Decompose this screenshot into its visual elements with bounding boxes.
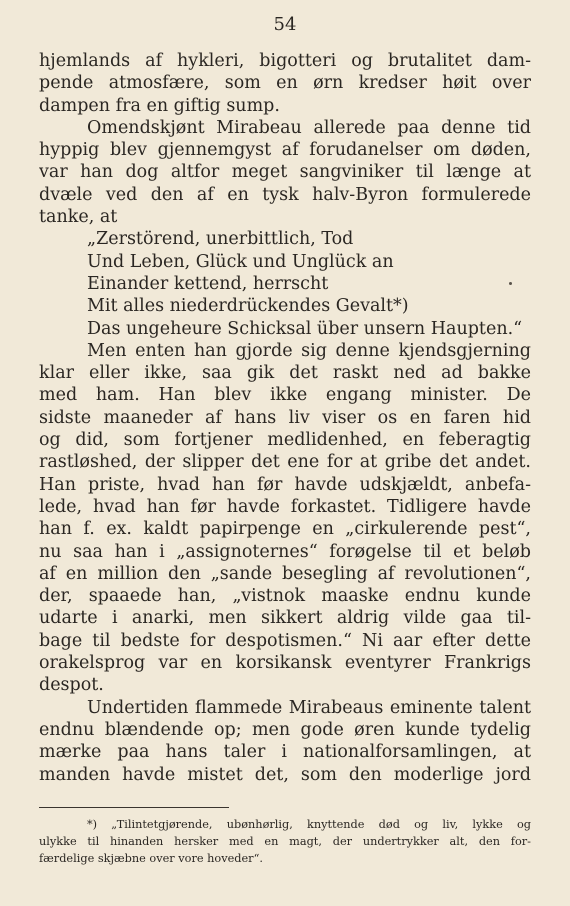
verse-line: Einander kettend, herrscht [87, 273, 329, 294]
footnote-line: *) „Tilintetgjørende, ubønhørlig, knyttende død og liv, lykke og [87, 818, 531, 831]
text-line: og did, som fortjener medlidenhed, en feberagtig [39, 430, 531, 451]
text-line: sidste maaneder af hans liv viser os en faren hid [39, 407, 531, 428]
page-number: 54 [273, 14, 297, 35]
text-line: rastløshed, der slipper det ene for at gribe det andet. [39, 452, 531, 473]
text-line: pende atmosfære, som en ørn kredser høit over [39, 73, 531, 94]
text-line: nu saa han i „assignoternes“ forøgelse til et beløb [39, 541, 531, 562]
body-text [39, 50, 531, 786]
text-line: klar eller ikke, saa gik det raskt ned ad bakke [39, 363, 531, 384]
text-line: dampen fra en giftig sump. [39, 95, 280, 116]
text-line: manden havde mistet det, som den moderlige jord [39, 764, 531, 785]
text-line: hjemlands af hykleri, bigotteri og brutalitet dam- [39, 51, 531, 71]
text-line: mærke paa hans taler i nationalforsamlingen, at [39, 742, 531, 763]
footnote [39, 816, 531, 867]
verse-line: Mit alles niederdrückendes Gevalt*) [87, 296, 409, 317]
text-line: dvæle ved den af en tysk halv-Byron formulerede [39, 184, 531, 205]
verse-line: Und Leben, Glück und Unglück an [87, 251, 394, 272]
text-line: Omendskjønt Mirabeau allerede paa denne tid [87, 117, 531, 138]
text-line: var han dog altfor meget sangviniker til længe at [39, 162, 531, 183]
footnote-line: færdelige skjæbne over vore hoveder“. [39, 852, 263, 865]
text-line: despot. [39, 675, 104, 696]
text-line: endnu blændende op; men gode øren kunde tydelig [39, 719, 531, 740]
text-line: Han priste, hvad han før havde udskjældt, anbefa- [39, 474, 531, 495]
text-line: Men enten han gjorde sig denne kjendsgjerning [87, 340, 531, 361]
text-line: han f. ex. kaldt papirpenge en „cirkulerende pest“, [39, 519, 531, 540]
text-line: af en million den „sande besegling af revolutionen“, [39, 563, 531, 584]
text-line: udarte i anarki, men sikkert aldrig vilde gaa til- [39, 608, 531, 629]
text-line: orakelsprog var en korsikansk eventyrer Frankrigs [39, 653, 531, 674]
text-line: der, spaaede han, „vistnok maaske endnu kunde [39, 586, 531, 607]
text-line: hyppig blev gjennemgyst af forudanelser om døden, [39, 140, 531, 161]
verse-line: Das ungeheure Schicksal über unsern Haupten.“ [87, 318, 523, 339]
text-line: med ham. Han blev ikke engang minister. De [39, 385, 531, 406]
footnote-line: ulykke til hinanden hersker med en magt, der undertrykker alt, den for- [39, 835, 531, 848]
text-line: lede, hvad han før havde forkastet. Tidligere havde [39, 496, 531, 517]
ink-speck [509, 282, 512, 285]
footnote-divider [39, 807, 229, 808]
text-line: Undertiden flammede Mirabeaus eminente talent [87, 697, 531, 718]
text-line: tanke, at [39, 207, 118, 228]
text-line: bage til bedste for despotismen.“ Ni aar efter dette [39, 630, 531, 651]
verse-line: „Zerstörend, unerbittlich, Tod [87, 229, 354, 250]
